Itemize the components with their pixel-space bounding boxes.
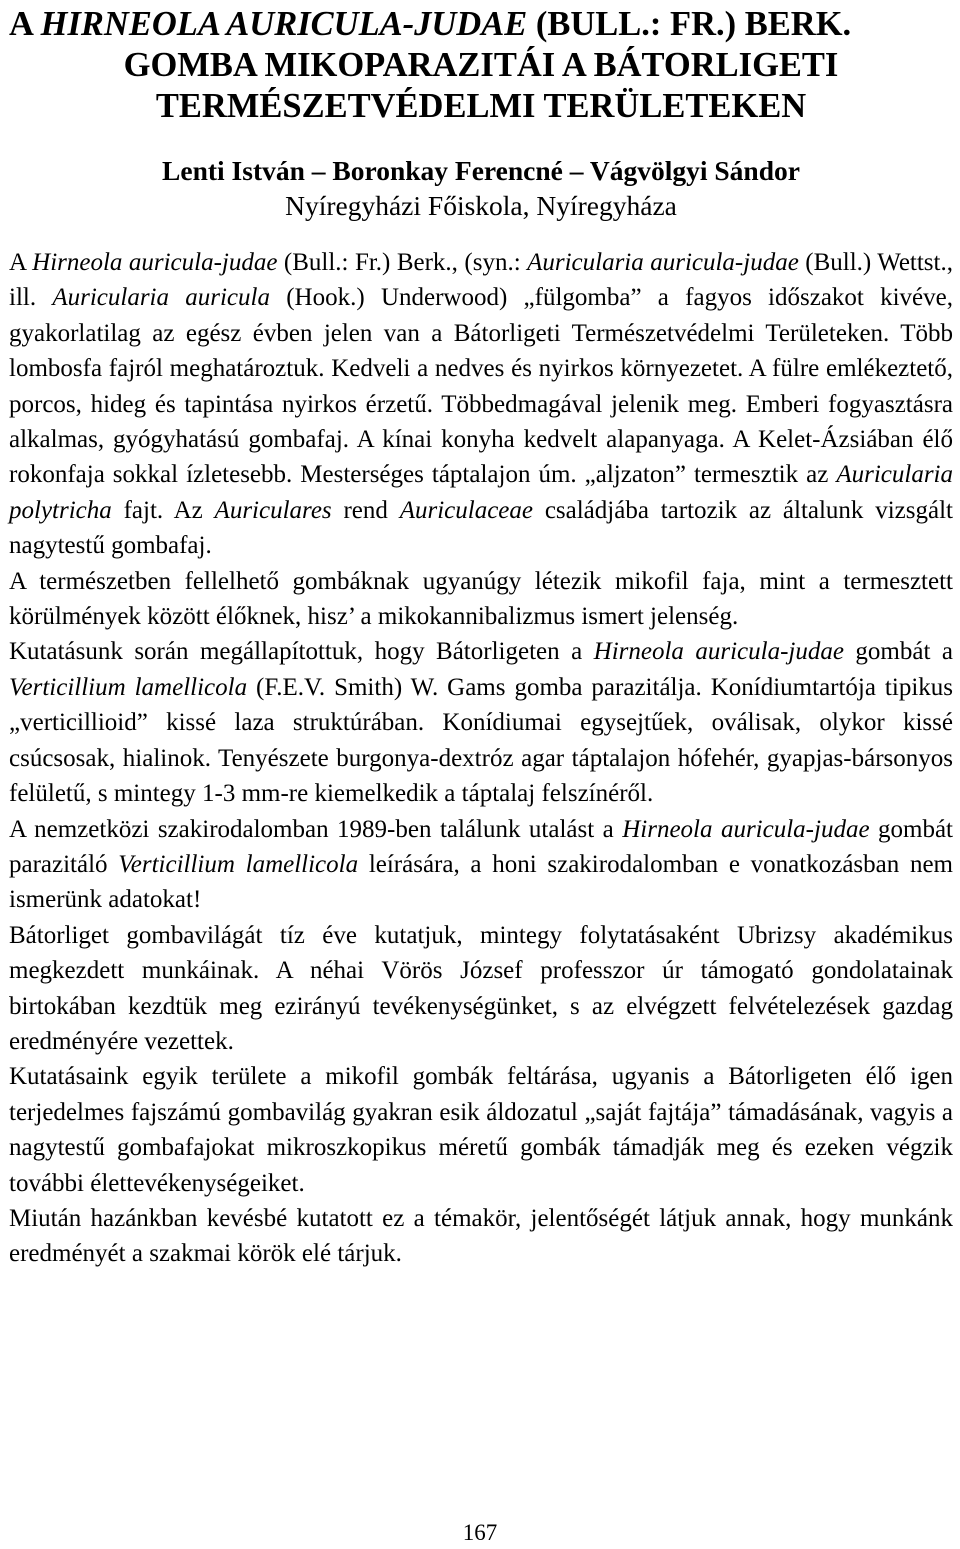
- paragraph: [9, 634, 953, 811]
- paragraph: [9, 918, 953, 1060]
- text-run: gombát a: [843, 638, 953, 666]
- text-run: (F.E.V. Smith) W. Gams gomba parazitálja. Konídiumtartója tipikus „verticillioid” kissé laza struktúrában. Konídiumai egysejtűek, oválisak, olykor kissé csúcsosak, hialinok. Tenyészete burgonya-dextróz agar táptalajon hófehér, gyapjas-bársonyos felületű, s mintegy 1-3 mm-re kiemelkedik a táptalaj felszínéről.: [9, 673, 953, 808]
- italic-term: Hirneola auricula-judae: [622, 815, 870, 843]
- paragraph: [9, 564, 953, 635]
- text-run: A nemzetközi szakirodalomban 1989-ben találunk utalást a: [9, 815, 623, 843]
- text-run: (Hook.) Underwood) „fülgomba” a fagyos időszakot kivéve, gyakorlatilag az egész évben jelen van a Bátorligeti Természetvédelmi Területeken. Több lombosfa fajról meghatároztuk. Kedveli a nedves és nyirkos környezetet. A fülre emlékeztető, porcos, hideg és tapintása nyirkos érzetű. Többedmagával jelenik meg. Emberi fogyasztásra alkalmas, gyógyhatású gombafaj. A kínai konyha kedvelt alapanyaga. A Kelet-Ázsiában élő rokonfaja sokkal ízletesebb. Mesterséges táptalajon úm. „aljzaton” termesztik az: [9, 284, 953, 489]
- italic-term: Hirneola auricula-judae: [32, 249, 278, 276]
- text-run: A természetben fellelhető gombáknak ugyanúgy létezik mikofil faja, mint a termesztett körülmények között élőknek, hisz’ a mikokannibalizmus ismert jelenség.: [9, 567, 953, 631]
- title-line-3: TERMÉSZETVÉDELMI TERÜLETEKEN: [155, 87, 807, 125]
- text-run: gombát parazitáló: [9, 815, 953, 878]
- text-run: (Bull.: Fr.) Berk., (syn.:: [277, 249, 528, 276]
- text-run: rend: [331, 496, 400, 524]
- article: [9, 4, 953, 1272]
- italic-term: Auricularia auricula: [52, 284, 270, 312]
- page-number: 167: [462, 1520, 498, 1545]
- text-run: Kutatásaink egyik területe a mikofil gombák feltárása, ugyanis a Bátorligeten élő igen terjedelmes fajszámú gombavilág gyakran esik áldozatul „saját fajtája” támadásának, vagyis a nagytestű gombafajokat mikroszkopikus méretű gombák támadják meg és ezeken végzik további élettevékenységeiket.: [9, 1063, 953, 1197]
- text-run: Bátorliget gombavilágát tíz éve kutatjuk, mintegy folytatásaként Ubrizsy akadémikus megkezdett munkáinak. A néhai Vörös József professzor úr támogató gondolatainak birtokában kezdtük meg ezirányú tevékenységünket, s az elvégzett felvételezések gazdag eredményére vezettek.: [9, 921, 953, 1055]
- title-line-1: [9, 4, 953, 45]
- authors: Lenti István – Boronkay Ferencné – Vágvölgyi Sándor: [162, 155, 800, 186]
- paragraph: [9, 1201, 953, 1272]
- italic-term: Auricularia auricula-judae: [527, 249, 799, 276]
- text-run: családjába tartozik az általunk vizsgált nagytestű gombafaj.: [9, 496, 953, 560]
- paragraph: [9, 1059, 953, 1201]
- italic-term: Auricularia polytricha: [9, 461, 953, 524]
- article-title: [9, 4, 953, 127]
- title-line-2: GOMBA MIKOPARAZITÁI A BÁTORLIGETI: [123, 46, 839, 84]
- italic-term: Auriculares: [214, 496, 332, 524]
- text-run: Kutatásunk során megállapítottuk, hogy Bátorligeten a: [9, 638, 594, 666]
- text-run: A: [9, 249, 33, 276]
- paragraph: [9, 812, 953, 918]
- italic-term: Verticillium lamellicola: [118, 850, 359, 878]
- paragraph: [9, 245, 953, 564]
- title-line-1-suffix: (BULL.: FR.) BERK.: [527, 5, 852, 43]
- italic-term: Hirneola auricula-judae: [593, 638, 844, 666]
- italic-term: Auriculaceae: [399, 496, 533, 524]
- text-run: (Bull.) Wettst., ill.: [9, 249, 953, 312]
- affiliation: Nyíregyházi Főiskola, Nyíregyháza: [285, 190, 677, 221]
- italic-term: Verticillium lamellicola: [9, 673, 248, 701]
- title-species-name: HIRNEOLA AURICULA-JUDAE: [40, 5, 528, 43]
- text-run: Miután hazánkban kevésbé kutatott ez a témakör, jelentőségét látjuk annak, hogy munkánk eredményét a szakmai körök elé tárjuk.: [9, 1204, 953, 1268]
- text-run: fajt. Az: [111, 496, 215, 524]
- title-line-1-prefix: A: [9, 5, 41, 43]
- text-run: leírására, a honi szakirodalomban e vonatkozásban nem ismerünk adatokat!: [9, 850, 953, 914]
- body-text: [9, 245, 953, 1272]
